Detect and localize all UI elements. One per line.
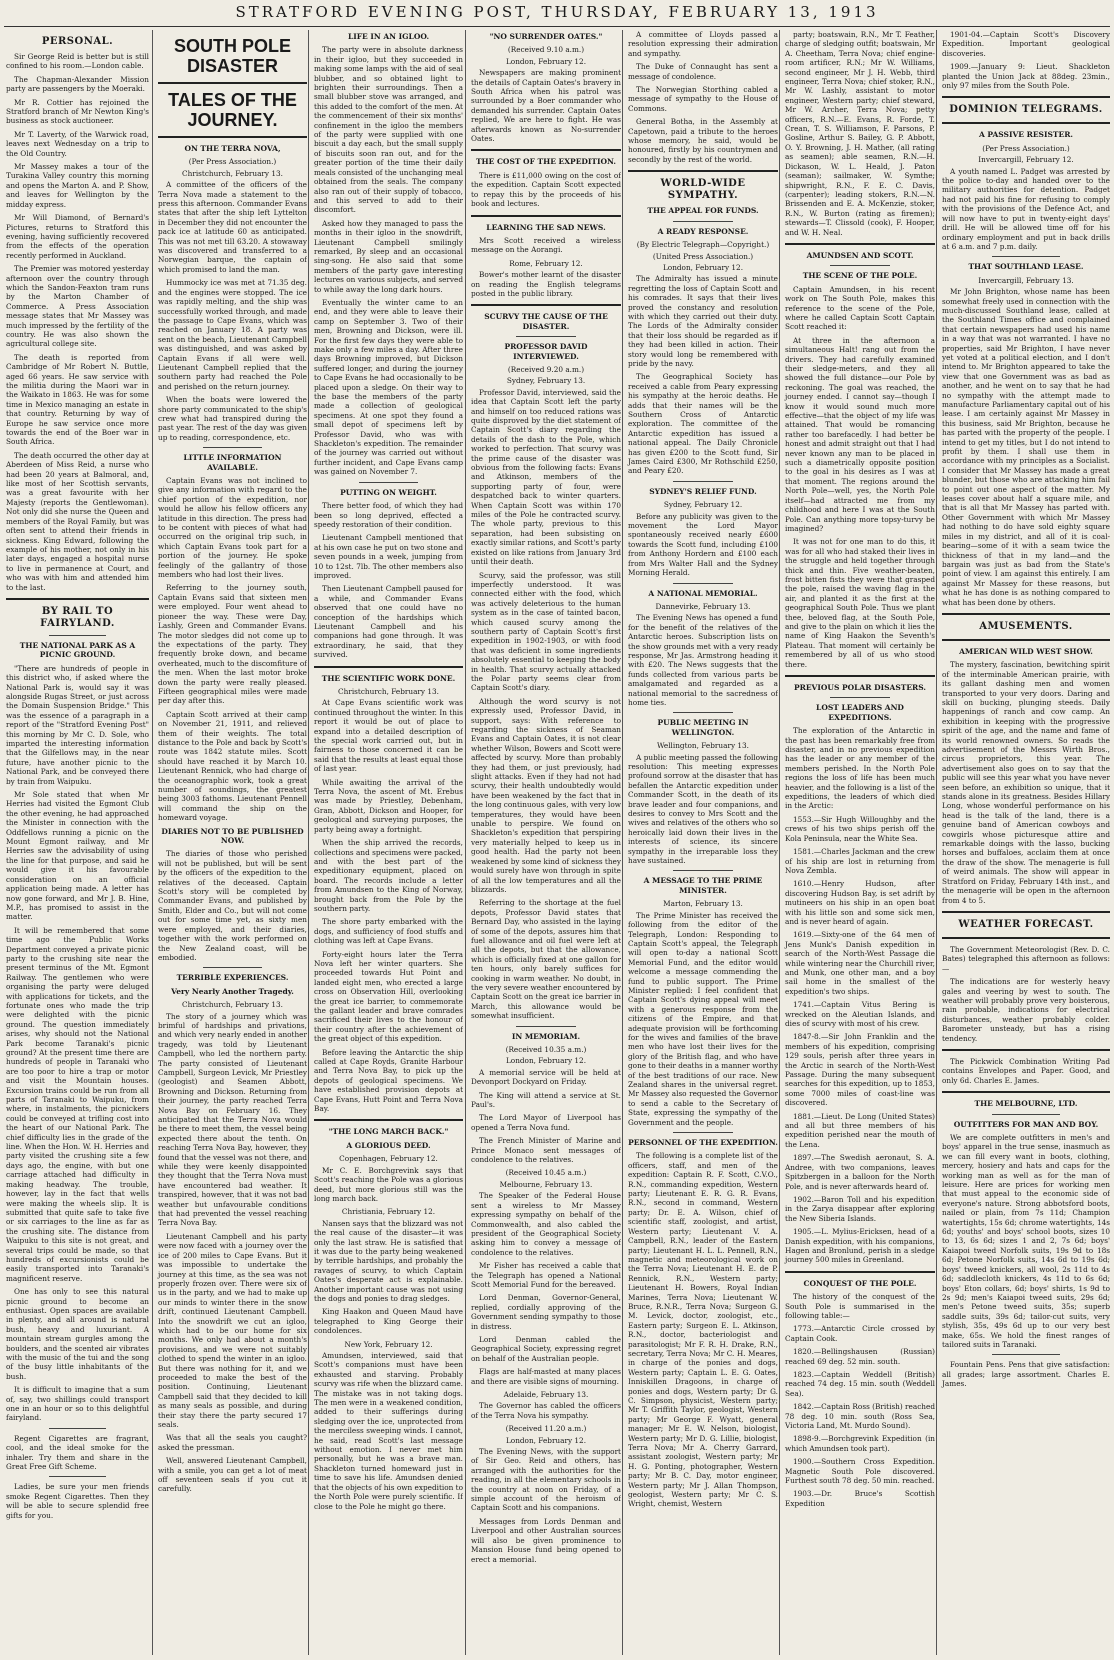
dateline: Rome, February 12. bbox=[509, 258, 583, 268]
column-3 bbox=[308, 30, 463, 1655]
subheading: LOST LEADERS AND EXPEDITIONS. bbox=[816, 703, 904, 722]
column-1 bbox=[6, 30, 149, 1655]
paragraph: King Haakon and Queen Maud have telegraphed to King George their condolences. bbox=[314, 1307, 463, 1336]
subheading: THE APPEAL FOR FUNDS. bbox=[647, 206, 759, 216]
paragraph: The death occurred the other day at Aberdeen of Miss Reid, a nurse who had been 20 years at Balmoral, and, like most of her Scottish servants, was a great favourite with her Majesty (reports the Gentlewoman). Not only did she nurse the Queen and members of the Royal Family, but was often sent to attend their friends in sickness. King Edward, following the example of his mother, not only in his later days, engaged a hospital nurse to live in permanence at Court, and who was with him and attended him to the last. bbox=[6, 450, 149, 592]
paragraph: The French Minister of Marine and Prince Monaco sent messages of condolence to the relatives. bbox=[471, 1136, 621, 1165]
paragraph: The Norwegian Storthing cabled a message of sympathy to the House of Commons. bbox=[628, 85, 778, 113]
paragraph: 1823.—Captain Weddell (British) reached 74 deg. 15 min. south (Weddell Sea). bbox=[785, 1370, 935, 1398]
dateline: Christchurch, February 13. bbox=[338, 687, 439, 696]
paragraph: Regent Cigarettes are fragrant, cool, and the ideal smoke for the inhaler. Try them and share in the Great Free Gift Scheme. bbox=[6, 1433, 149, 1472]
paragraph: One has only to see this natural picnic ground to become an enthusiast. Open spaces are available in plenty, and all around is natural bush, heavy and luxuriant. A mountain stream gurgles among the boulders, and the scented air vibrates with the music of the tui and the song of the busy little inhabitants of the bush. bbox=[6, 1287, 149, 1381]
paragraph: Mr Will Diamond, of Bernard's Pictures, returns to Stratford this evening, having sufficiently recovered from the effects of the operation recently performed in Auckland. bbox=[6, 213, 149, 260]
paragraph: Lord Denman, Governor-General, replied, cordially approving of the Government sending sympathy to those in distress. bbox=[471, 1293, 621, 1331]
paragraph: party; boatswain, R.N., Mr T. Feather, charge of sledging outfit; boatswain, Mr A. Cheetham, Terra Nova; chief engine-room artificer, R.N.; Mr W. Williams, second engineer, Mr J. H. Webb, third engineer, Terra Nova; chief stoker, R.N., Mr W. Lashly, assistant to motor engineer, Western party; chief steward, Mr W. Archer, Terra Nova; petty officers, R.N.—E. Evans, R. Forde, T. Crean, T. S. Williamson, F. Parsons, P. Gosline, Arthur S. Bailey, G. P. Abbott, O. Y. Browning, J. H. Mather, (all rating as seamen); able seamen, R.N.—H. Dickason, W. L. Heald, J. Paton (seaman); sailmaker, W. Symthe; shipwright, R.N., F. E. C. Davis, (carpenter); leading stokers, R.N.—N. Brissenden and E. A. McKenzie, stoker, R.N., W. Burton (rating as firemen); stewards—T. Clissold (cook), F. Hooper, and W. H. Neal. bbox=[785, 30, 935, 237]
subheading: LEARNING THE SAD NEWS. bbox=[486, 222, 606, 232]
paragraph: 1773.—Antarctic Circle crossed by Captain Cook. bbox=[785, 1324, 935, 1343]
subheading: THE COST OF THE EXPEDITION. bbox=[475, 157, 617, 167]
dateline: London, February 12. bbox=[505, 1435, 587, 1445]
paragraph: Was that all the seals you caught? asked the pressman. bbox=[158, 1433, 307, 1452]
paragraph: Eventually the winter came to an end, and they were able to leave their camp on September 3. Two of their men, Browning and Dickson, were ill. For the first few days they were able to make only a few miles a day. After three days Browning improved, but Dickson suffered longer, and during the journey to Cape Evans he had occasionally to be placed upon a sledge. On their way to the base the members of the party made a collection of geological specimens. At one spot they found a small depot of specimens left by Professor David, who was with Shackleton's expedition. The remainder of the journey was carried out without further incident, and Cape Evans camp was gained on November 7. bbox=[314, 297, 463, 477]
short-rule bbox=[673, 583, 733, 584]
paragraph: Although the word scurvy is not expressly used, Professor David, in support, says: With reference to regarding the sickness of Seaman Evans and Captain Oates, it is not clear whether Wilson, Bowers and Scott were affected by scurvy. More than probably they had them, or just previously, had slight attacks. Even if they had not had scurvy, their health undoubtedly would have been weakened by the fact that in the long continuous gales, with very low temperatures, they would have been unable to perspire. We found on Shackleton's expedition that perspiring very materially helped to keep us in good health. Had the party not been weakened by some kind of sickness they would surely have won through in spite of all the low temperatures and all the blizzards. bbox=[471, 696, 621, 894]
paragraph: The Pickwick Combination Writing Pad contains Envelopes and Paper. Good, and only 6d. Charles E. James. bbox=[942, 1056, 1110, 1085]
subheading: THE MELBOURNE, LTD. bbox=[974, 1099, 1078, 1109]
column-4 bbox=[465, 30, 621, 1655]
short-rule bbox=[992, 256, 1059, 257]
paragraph: It was not for one man to do this, it was for all who had staked their lives in the struggle and held together through thick and thin. Five weather-beaten, frost bitten fists they were that grasped the pole, raised the waving flag in the air, and planted it as the first at the geographical South Pole. Thus we plant thee, beloved flag, at the South Pole, and give to the plain on which it lies the name of King Haakon the Seventh's Plateau. That moment will certainly be remembered by all of us who stood there. bbox=[785, 537, 935, 669]
headline: PERSONAL. bbox=[41, 36, 114, 47]
short-rule bbox=[516, 336, 576, 337]
paragraph: The Lord Mayor of Liverpool has opened a Terra Nova fund. bbox=[471, 1113, 621, 1132]
subheading: THE SCENE OF THE POLE. bbox=[802, 271, 918, 281]
paragraph: We are complete outfitters in men's and boys' apparel in the true sense, inasmuch as we can fill every want in boots, clothing, mercery, hosiery and hats and caps for the working man as well as for the man of leisure. Here are prices for working men that must appeal to the economic side of everyone's nature. Strong abbotsford boots, nailed or plain, from 7s 11d; Champion watertights, 15s 6d; chrome watertights, 14s 6d; youths' and boys' school boots, sizes 10 to 13, 6s 6d; sizes 1 and 2, 7s 6d; boys' Kaiapoi tweed Norfolk suits, 19s 9d to 18s 6d; Petone Norfolk suits, 14s 6d to 19s 6d; boys' tweed knickers, all wool, 2s 11d to 4s 6d; saddlecloth knickers, 4s 11d to 6s 6d; boys' Eton collars, 6d; boys' shirts, 1s 9d to 2s 9d; men's Kaiapoi tweed suits, 29s 6d; men's Petone tweed suits, 35s; superb saddle suits, 39s 6d; tailor-cut suits, very stylish, 35s, 49s 6d up to our very best make, 65s. We hold the finest ranges of tailored suits in Taranaki. bbox=[942, 1133, 1110, 1349]
subheading: PROFESSOR DAVID INTERVIEWED. bbox=[504, 342, 588, 361]
paragraph: 1902.—Baron Toll and his expedition in the Zarya disappear after exploring the New Siberia Islands. bbox=[785, 1194, 935, 1223]
short-rule bbox=[49, 1476, 106, 1477]
paragraph: The Chapman-Alexander Mission party are passengers by the Moeraki. bbox=[6, 74, 149, 94]
short-rule bbox=[673, 1132, 733, 1133]
paragraph: Referring to the journey south, Captain Evans said that sixteen men were employed. Four went ahead to pioneer the way. These were Day, Lashly, Green and Commander Evans. The motor sledges did not come up to the expectations of the party. They frequently broke down, and became overheated, much to the discomfiture of the men. When the last motor broke down the party were really pleased. Fifteen geographical miles were made per day after this. bbox=[158, 583, 307, 706]
paragraph: 1897.—The Swedish aeronaut, S. A. Andree, with two companions, leaves Spitzbergen in a balloon for the North Pole, and is never afterwards heard of. bbox=[785, 1153, 935, 1191]
dateline: (Per Press Association.) bbox=[982, 143, 1070, 153]
paragraph: A committee of Lloyds passed a resolution expressing their admiration and sympathy. bbox=[628, 30, 778, 58]
short-rule bbox=[673, 481, 733, 482]
paragraph: At Cape Evans scientific work was continued throughout the winter. In this report it would be out of place to expand into a detailed description of the special work carried out, but in fairness to those concerned it can be said that the results at least equal those of last year. bbox=[314, 698, 463, 774]
paragraph: General Botha, in the Assembly at Capetown, paid a tribute to the heroes whose memory, he said, would be honoured, firstly by his countrymen and secondly by the rest of the world. bbox=[628, 117, 778, 164]
wide-rule bbox=[785, 243, 935, 245]
paragraph: Well, answered Lieutenant Campbell, with a smile, you can get a lot of meat off seventeen seals if you cut it carefully. bbox=[158, 1456, 307, 1494]
paragraph: Lieutenant Campbell and his party were now faced with a journey over the ice of 200 miles to Cape Evans. But it was impossible to undertake the journey at this time, as the sea was not properly frozen over. There were six of us in the party, and we had to make up our minds to winter there in the snow drift, continued Lieutenant Campbell. Into the snowdrift we cut an igloo, which had to be our home for six months. We only had about a month's provisions, and we were not suitably clothed to spend the winter in an igloo. But there was nothing for it, and we proceeded to make the best of the position. Continuing, Lieutenant Campbell said that they decided to kill as many seals as possible, and during their stay there the party secured 17 seals. bbox=[158, 1231, 307, 1429]
subheading: LIFE IN AN IGLOO. bbox=[347, 32, 430, 41]
wide-rule bbox=[942, 122, 1110, 124]
paragraph: When the ship arrived the records, collections and specimens were packed, and with the best part of the expeditionary equipment, placed on board. The records include a letter from Amundsen to the King of Norway, brought back from the Pole by the southern party. bbox=[314, 838, 463, 913]
banner-headline: SOUTH POLE DISASTER bbox=[173, 36, 291, 76]
paragraph: The exploration of the Antarctic in the past has been remarkably free from disaster, and in no previous expedition has the leader or any member of the members perished. In the North Pole regions the loss of life has been much heavier, and the following is a list of the expeditions, the leaders of which died in the Arctic: bbox=[785, 726, 935, 811]
dateline: Sydney, February 13. bbox=[506, 376, 586, 386]
paragraph: 1553.—Sir Hugh Willoughby and the crews of his two ships perish off the Kola Peninsula, near the White Sea. bbox=[785, 814, 935, 843]
paragraph: A committee of the officers of the Terra Nova made a statement to the press this afternoon. Commander Evans states that after the ship left Lyttelton in December they did not encounter the pack ice at latitude 60 as anticipated. This was not met till 63.20. A stowaway was discovered and transferred to a Norwegian barque, the captain of which promised to land the man. bbox=[158, 180, 307, 274]
paragraph: Mr Fisher has received a cable that the Telegraph has opened a National Scott Memorial Fund for the bereaved. bbox=[471, 1261, 621, 1289]
dateline: London, February 12. bbox=[505, 1056, 587, 1066]
paragraph: The Governor has cabled the officers of the Terra Nova his sympathy. bbox=[471, 1401, 621, 1420]
paragraph: Sir George Reid is better but is still confined to his room.—London cable. bbox=[6, 52, 149, 71]
subheading: IN MEMORIAM. bbox=[511, 1031, 581, 1041]
wide-rule bbox=[471, 149, 621, 151]
dateline: Wellington, February 13. bbox=[657, 741, 749, 751]
dateline: Melbourne, February 13. bbox=[499, 1179, 593, 1189]
paragraph: The Speaker of the Federal House sent a wireless to Mr Massey expressing sympathy on behalf of the Commonwealth, and also cabled the president of the Geographical Society asking him to convey a message of condolence to the relatives. bbox=[471, 1191, 621, 1257]
short-rule bbox=[673, 870, 733, 871]
paragraph: Scurvy, said the professor, was still imperfectly understood. It was connected either with the food, which was actively deleterious to the human system as in the case of tainted bacon, which caused scurvy among the southern party of Captain Scott's first expedition in 1902-1903, or with food that was deficient in some ingredients absolutely essential to keeping the body in health. That scurvy actually attacked the Polar party seems clear from Captain Scott's diary. bbox=[471, 570, 621, 693]
paragraph: Captain Amundsen, in his recent work on The South Pole, makes this reference to the scene of the Pole, where he called Captain Scott Captain Scott reached it: bbox=[785, 284, 935, 332]
dateline: (Received 9.10 a.m.) bbox=[507, 45, 585, 55]
paragraph: The story of a journey which was brimful of hardships and privations, and which very nearly ended in another tragedy, was told by Lieutenant Campbell, who led the northern party. The party consisted of Lieutenant Campbell, Surgeon Levick, Mr Priestley (geologist) and Seamen Abbott, Browning and Dickson. Returning from their journey, the party reached Terra Nova Bay on February 16. They anticipated that the Terra Nova would be there to meet them, the vessel being expected there about the tenth. On reaching Terra Nova Bay, however, they found that the vessel was not there, and while they were keenly disappointed they thought that the Terra Nova must have encountered bad weather. It transpired, however, that it was not bad weather but unfavourable conditions that had prevented the vessel reaching Terra Nova Bay. bbox=[158, 1011, 307, 1228]
dateline: (Received 10.45 a.m.) bbox=[505, 1168, 587, 1178]
paragraph: 1900.—Southern Cross Expedition. Magnetic South Pole discovered. Furthest south 78 deg. 50 min. reached. bbox=[785, 1457, 935, 1486]
headline: WORLD-WIDE SYMPATHY. bbox=[660, 178, 746, 202]
paragraph: Bower's mother learnt of the disaster on reading the English telegrams posted in the public library. bbox=[471, 270, 621, 298]
paragraph: Before any publicity was given to the movement the Lord Mayor spontaneously received nearly £600 towards the Scott fund, including £100 from Anthony Hordern and £100 each from Mrs Walter Hall and the Sydney Morning Herald. bbox=[628, 511, 778, 578]
paragraph: Captain Evans was not inclined to give any information with regard to the chief portion of the expedition, nor would he allow his fellow officers any latitude in this direction. The press had to be content with pieces of what had occurred on the original trip such, in which Captain Evans took part for a portion of the journey. He spoke feelingly of the gallantry of those members who had lost their lives. bbox=[158, 476, 307, 580]
paragraph: Mr Sole stated that when Mr Herries had visited the Egmont Club the other evening, he had approached the Minister in connection with the Oddfellows running a picnic on the Mount Egmont railway, and Mr Herries saw the advisability of using the line for that purpose, and said he would give it his favourable consideration on an official application being made. A letter has now gone forward, and Mr J. B. Hine, M.P., has promised to assist in the matter. bbox=[6, 790, 149, 922]
paragraph: Mrs Scott received a wireless message on the Aorangi. bbox=[471, 235, 621, 255]
dateline: Adelaide, February 13. bbox=[503, 1390, 589, 1399]
paragraph: Mr R. Cottier has rejoined the Stratford branch of Mr Newton King's business as stock auctioneer. bbox=[6, 97, 149, 126]
dateline: Marton, February 13. bbox=[663, 899, 743, 909]
paragraph: There is £11,000 owing on the cost of the expedition. Captain Scott expected to repay this by the proceeds of his book and lectures. bbox=[471, 170, 621, 209]
dateline: New York, February 12. bbox=[344, 1339, 433, 1349]
subheading: Very Nearly Another Tragedy. bbox=[171, 986, 294, 996]
short-rule bbox=[359, 482, 419, 483]
short-rule bbox=[830, 265, 890, 266]
dateline: Invercargill, February 13. bbox=[978, 275, 1074, 285]
subheading: "THE LONG MARCH BACK." bbox=[328, 1127, 449, 1137]
paragraph: 1847-8.—Sir John Franklin and the members of his expedition, comprising 129 souls, perish after three years in the Arctic in search of the North-West Passage. During the many subsequent searches for this expedition, up to 1853, some 7000 miles of coast-line was discovered. bbox=[785, 1032, 935, 1108]
wide-rule bbox=[942, 613, 1110, 615]
paragraph: The diaries of those who perished will not be published, but will be sent by the officers of the expedition to the relatives of the deceased. Captain Scott's story will be completed by Commander Evans, and published by Smith, Elder and Co., but will not come out for some time yet, as sixty men were employed, and their diaries, together with the work performed on the New Zealand coast, will be embodied. bbox=[158, 849, 307, 962]
short-rule bbox=[673, 712, 733, 713]
headline: AMUSEMENTS. bbox=[979, 620, 1073, 632]
paragraph: The mystery, fascination, bewitching spirit of the interminable American prairie, with its gallant dashing men and women transported to your very doors. Daring and skill on bucking, plunging steeds. Daily happenings of ranch and cow camp. An exhibition in keeping with the progressive spirit of the age, and the name and fame of its world renowned owners. So reads the advertisement of the Messrs Wirth Bros., circus proprietors, this year. The advertisement also goes on to say that the public will see this year what you have never seen before, an exhibition so unique, that it stands alone in its greatness. Besides Hillary Long, whose wonderful performance on his head is the talk of the land, there is a genuine band of American cowboys and cowgirls whose picturesque attire and remarkable doings with the lasso, bucking horses and buffaloes, acclaim them at once the draw of the show. The menagerie is full of weird animals. The show will appear in Stratford on Friday, February 14th inst., and the menagerie will be open in the afternoon from 4 to 5. bbox=[942, 660, 1110, 905]
dateline: Invercargill, February 12. bbox=[978, 155, 1074, 165]
paragraph: 1909.—January 9: Lieut. Shackleton planted the Union Jack at 88deg. 23min., only 97 miles from the South Pole. bbox=[942, 62, 1110, 91]
paragraph: Forty-eight hours later the Terra Nova left her winter quarters. She proceeded towards Hut Point and landed eight men, who erected a large cross on Observation Hill, overlooking the great ice barrier, to commemorate the gallant leader and brave comrades sacrificed their lives to the honour of their country after the achievement of the great object of this expedition. bbox=[314, 949, 463, 1044]
paragraph: The death is reported from Cambridge of Mr Robert N. Buttle, aged 66 years. He saw service with the militia during the Maori war in the Waikato in 1863. He was for some time in Mexico managing an estate in that country. Returning by way of Europe he saw service once more towards the end of the Boer war in South Africa. bbox=[6, 352, 149, 447]
paragraph: Fountain Pens. Pens that give satisfaction: all grades; large assortment. Charles E. James. bbox=[942, 1360, 1110, 1389]
paragraph: Nansen says that the blizzard was not the real cause of the disaster—it was only the last straw. He is satisfied that it was due to the party being weakened by terrible hardships, and probably the ravages of scurvy, to which Captain Oates's desperate act is explainable. Another important cause was not using the dogs and ponies to drag sledges. bbox=[314, 1218, 463, 1303]
paragraph: The following is a complete list of the officers, staff, and men of the expedition: Captain R. F. Scott, C.V.O., R.N., commanding expedition, Western party; Lieutenant E. R. G. R. Evans, R.N., second in command, Western party; Dr. E. A. Wilson, chief of scientific staff, zoologist, and artist, Western party; Lieutenant V. A. Campbell, R.N., leader of the Eastern party; Lieutenant H. L. L. Pennell, R.N., magnetic and meteorological work on the Terra Nova; Lieutenant H. E. de P. Rennick, R.N., Western party; Lieutenant H. Bowers, Royal Indian Marines, Terra Nova; Lieutenant W. Bruce, R.N.R., Terra Nova; Surgeon G. M. Levick, doctor, zoologist, etc., Eastern party; Surgeon E. L. Atkinson, R.N., doctor, bacteriologist and parasitologist; Mr F. R. H. Drake, R.N., secretary, Terra Nova; Mr C. H. Meares, in charge of the ponies and dogs, Western party; Captain L. E. G. Oates, Inniskillen Dragoons, in charge of ponies and dogs, Western party; Dr G. C. Simpson, physicist, Western party; Mr T. Griffith Taylor, geologist, Western party; Mr George F. Wyatt, general manager; Mr E. W. Nelson, biologist, Western party; Mr D. G. Lillie, biologist, Terra Nova; Mr A. Cherry Garrard, assistant zoologist, Western party; Mr H. G. Ponting, photographer, Western party; Mr B. C. Day, motor engineer, Western party; Mr J. Allan Thompson, geologist, Western party; Mr C. S. Wright, chemist, Western bbox=[628, 1151, 778, 1509]
paragraph: A youth named L. Padget was arrested by the police to-day and handed over to the military authorities for detention. Padget had not paid his fine for refusing to comply with the provisions of the Defence Act, and will now have to put in twenty-eight days' drill. He will be allowed time off for his ordinary employment and put in back drills at 6 a.m. and 7 p.m. daily. bbox=[942, 166, 1110, 251]
paragraph: 1581.—Charles Jackman and the crew of his ship are lost in returning from Nova Zembla. bbox=[785, 847, 935, 875]
paragraph: The Geographical Society has received a cable from Peary expressing his sympathy at the heroic deaths. He adds that their names will be the Southern Cross of Antarctic exploration. The committee of the Antarctic expedition has issued a national appeal. The Daily Chronicle has given £200 to the Scott fund, Sir James Caird £300, Mr Rothschild £250, and Peary £20. bbox=[628, 372, 778, 476]
wide-rule bbox=[158, 136, 307, 138]
short-rule bbox=[49, 1428, 106, 1429]
paragraph: Mr John Brighton, whose name has been somewhat freely used in connection with the much-discussed Southland lease, called at the Southland Times office and complained that certain newspapers had used his name in a way that was not warranted. I have no properties, said Mr Brighton, I have never yet voted at a political election, and I don't intend to. Mr Brighton appeared to take the view that one Government was as bad as another, and he went on to say that he had no sympathy with the attempt made to manufacture Parliamentary capital out of his lease. I am certainly against Mr Massey in this business, said Mr Brighton, because he has parted with the property of the people. I intend to get my titles, but I do not intend to profit by them. I shall use them in accordance with my principles as a Socialist. I consider that Mr Massey has made a great blunder, but those who are attacking him fail to point out one aspect of the matter. My leases cover about half a square mile, and that is all that Mr Massey has parted with. Other Government with which Mr Massey had nothing to do have sold eighty square miles in my district, and all of it is coal-bearing—some of it with a seam twice the thickness of that in my land—and the bargain was just as bad from the State's point of view. I am against this entirely. I am against Mr Massey for these reasons, but what he has done is as nothing compared to what has been done by others. bbox=[942, 287, 1110, 607]
paragraph: The indications are for westerly heavy gales and veering by west to south. The weather will probably prove very boisterous, rain probable, indications for electrical disturbances, weather probably colder. Barometer unsteady, but has a rising tendency. bbox=[942, 977, 1110, 1043]
wide-rule bbox=[628, 170, 778, 172]
banner-headline: TALES OF THE JOURNEY. bbox=[168, 90, 297, 130]
subheading: SCURVY THE CAUSE OF THE DISASTER. bbox=[484, 312, 608, 331]
column-5 bbox=[622, 30, 778, 1655]
dateline: Dannevirke, February 13. bbox=[655, 601, 751, 611]
short-rule bbox=[49, 635, 106, 636]
paragraph: The shore party embarked with the dogs, and sufficiency of food stuffs and clothing was left at Cape Evans. bbox=[314, 917, 463, 946]
subheading: PUTTING ON WEIGHT. bbox=[340, 487, 437, 497]
paragraph: Mr Massey makes a tour of the Turakina Valley country this morning and opens the Marton A. and P. Show, and leaves for Wellington by the midday express. bbox=[6, 162, 149, 209]
paragraph: Ladies, be sure your men friends smoke Regent Cigarettes. Then they will be able to secure splendid free gifts for you. bbox=[6, 1482, 149, 1520]
masthead-rule bbox=[4, 26, 1110, 27]
short-rule bbox=[516, 1026, 576, 1027]
paragraph: 1903.—Dr. Bruce's Scottish Expedition bbox=[785, 1489, 935, 1508]
paragraph: 1842.—Captain Ross (British) reached 78 deg. 10 min. south (Ross Sea, Victoria Land, Mt. Murdo Sound). bbox=[785, 1402, 935, 1431]
paragraph: 1898-9.—Borchgrevink Expedition (in which Amundsen took part). bbox=[785, 1434, 935, 1453]
paragraph: The King will attend a service at St. Paul's. bbox=[471, 1090, 621, 1110]
dateline: Copenhagen, February 12. bbox=[339, 1154, 438, 1164]
headline: BY RAIL TO FAIRYLAND. bbox=[40, 605, 115, 629]
paragraph: Lord Denman cabled the Geographical Society, expressing regret on behalf of the Australian people. bbox=[471, 1334, 621, 1363]
subheading: LITTLE INFORMATION AVAILABLE. bbox=[183, 453, 282, 472]
paragraph: It will be remembered that some time ago the Public Works Department conveyed a private picnic party to the crushing site near the present terminus of the Mt. Egmont Railway. The gentlemen who were organising the party were deluged with applications for tickets, and the fortunate ones who made the trip were delighted with the picnic ground. The question immediately arises, why should not the National Park become Taranaki's picnic ground? At the present time there are hundreds of people in Taranaki who are too poor to hire a trap or motor and visit the Mountain houses. Excursion trains could be run from all parts of Taranaki to Waipuku, from where, in instalments, the picnickers could be conveyed at trifling cost into the heart of our National Park. The chief difficulty lies in the grade of the line. When the Hon. W. H. Herries and party visited the crushing site a few days ago, the engine, with but one carriage attached had difficulty in making headway. The trouble, however, lay in the fact that wells were making the wheels slip. It is submitted that quite safe to take five or six carriages to the line as far as the crushing site. The distance from Waipuku to this site is not great, and several trips could be made, so that hundreds of excursionists could be easily transported into Taranaki's magnificent reserve. bbox=[6, 925, 149, 1283]
short-rule bbox=[673, 221, 733, 222]
subheading: PREVIOUS POLAR DISASTERS. bbox=[793, 683, 927, 692]
wide-rule bbox=[942, 639, 1110, 641]
paragraph: Newspapers are making prominent the details of Captain Oates's bravery in South Africa when his patrol was surrounded by a Boer commander who demanded his surrender. Captain Oates replied, We are here to fight. He was afterwards known as No-surrender Oates. bbox=[471, 68, 621, 144]
short-rule bbox=[992, 1354, 1059, 1355]
subheading: PUBLIC MEETING IN WELLINGTON. bbox=[657, 718, 749, 737]
paragraph: It is difficult to imagine that a sum of, say, two shillings could transport one in an hour or so to this delightful fairyland. bbox=[6, 1385, 149, 1423]
short-rule bbox=[830, 697, 890, 698]
subheading: A GLORIOUS DEED. bbox=[346, 1140, 431, 1150]
paragraph: There better food, of which they had been so long deprived, effected a speedy restoration of their condition. bbox=[314, 501, 463, 529]
paragraph: The Premier was motored yesterday afternoon over the country through which the Sandon-Feaxton tram runs by the Marton Chamber of Commerce. A Press Association message states that Mr Massey was much impressed by the fertility of the country. He was also shown the agricultural college site. bbox=[6, 264, 149, 349]
paragraph: At three in the afternoon a simultaneous Halt! rang out from the drivers. They had carefully examined their sledge-meters, and they all showed the full distance—our Pole by reckoning. The goal was reached, the journey ended. I cannot say—though I know it would sound much more effective—that the object of my life was attained. That would be romancing rather too barefacedly. I had better be honest and admit straight out that I had never known any man to be placed in such a diametrically opposite position to the goal in his desires as I was at that moment. The regions around the North Pole—well, yes, the North Pole itself—had attracted me from my childhood and here I was at the South Pole. Can anything more topsy-turvy be imagined? bbox=[785, 335, 935, 533]
paragraph: Before leaving the Antarctic the ship called at Cape Royds, Granite Harbour and Terra Nova Bay, to pick up the depots of geological specimens. We have established provision depots at Cape Evans, Hutt Point and Terra Nova Bay. bbox=[314, 1047, 463, 1114]
paragraph: Professor David, interviewed, said the idea that Captain Scott left the party and himself on too reduced rations was quite disproved by the diet statement of Captain Scott's diary regarding the details of the dash to the Pole, which worked to perfection. That scurvy was the prime cause of the disaster was obvious from the following facts: Evans and Atkinson, members of the supporting party of four, were despatched back to winter quarters. When Captain Scott was within 170 miles of the Pole he contracted scurvy. The whole party, previous to this separation, had been subsisting on exactly similar rations, and Scott's party existed on like rations from January 3rd until their death. bbox=[471, 387, 621, 567]
subheading: PERSONNEL OF THE EXPEDITION. bbox=[628, 1138, 778, 1148]
wide-rule bbox=[471, 304, 621, 306]
dateline: (By Electric Telegraph—Copyright.) bbox=[636, 240, 770, 250]
paragraph: The Prime Minister has received the following from the editor of the Telegraph, London: Responding to Captain Scott's appeal, the Telegraph will open to-day a national Scott Memorial Fund, and the editor would welcome a message commending the fund to public support. The Prime Minister replied: I feel confident that Captain Scott's dying appeal will meet with a generous response from the citizens of the Empire, and that adequate provision will be forthcoming for the wives and families of the brave men who have lost their lives for the glory of the British flag, and who have gone to their deaths in a manner worthy of the best traditions of our race. New Zealand shares in the universal regret. Mr Massey also requested the Governor to send a cable to the Secretary of State, expressing the sympathy of the Government and the people. bbox=[628, 910, 778, 1127]
paragraph: 1610.—Henry Hudson, after discovering Hudson Bay, is set adrift by mutineers on his ship in an open boat with his little son and some sick men, and is never heard of again. bbox=[785, 879, 935, 926]
wide-rule bbox=[942, 937, 1110, 939]
paragraph: 1905.—L. Mylius-Ericksen, head of a Danish expedition, with his companions, Hagen and Bronlund, perish in a sledge journey 500 miles in Greenland. bbox=[785, 1227, 935, 1265]
masthead: STRATFORD EVENING POST, THURSDAY, FEBRUARY 13, 1913 bbox=[235, 3, 879, 21]
paragraph: Messages from Lords Denman and Liverpool and other Australian sources will also be given prominence to Mansion House fund being opened to erect a memorial. bbox=[471, 1516, 621, 1564]
wide-rule bbox=[942, 96, 1110, 98]
paragraph: A memorial service will be held at Devonport Dockyard on Friday. bbox=[471, 1067, 621, 1087]
dateline: Christiania, February 12. bbox=[341, 1207, 436, 1217]
subheading: A READY RESPONSE. bbox=[657, 226, 749, 236]
short-rule bbox=[203, 447, 263, 448]
subheading: CONQUEST OF THE POLE. bbox=[803, 1278, 917, 1288]
paragraph: Asked how they managed to pass the months in their igloo in the snowdrift, Lieutenant Campbell smilingly remarked, By sleep and an occasional sing-song. He also said that some members of the party gave interesting lectures on various subjects, and served to while away the long dark hours. bbox=[314, 218, 463, 294]
wide-rule bbox=[785, 1271, 935, 1273]
headline: DOMINION TELEGRAMS. bbox=[949, 104, 1103, 116]
dateline: Christchurch, February 13. bbox=[182, 1000, 283, 1010]
dateline: London, February 12. bbox=[662, 262, 744, 272]
wide-rule bbox=[942, 1091, 1110, 1093]
dateline: Christchurch, February 13. bbox=[182, 168, 283, 178]
column-6 bbox=[779, 30, 935, 1655]
paragraph: Lieutenant Campbell mentioned that at his own case he put on two stone and seven pounds in a week, jumping from 10 to 12st. 7lb. The other members also improved. bbox=[314, 533, 463, 580]
paragraph: 1619.—Sixty-one of the 64 men of Jens Munk's Danish expedition in search of the North-West Passage die while wintering near the Churchill river, and Munk, one other man, and a boy sail home in the smallest of the expedition's two ships. bbox=[785, 930, 935, 996]
subheading: A MESSAGE TO THE PRIME MINISTER. bbox=[643, 876, 763, 895]
paragraph: Captain Scott arrived at their camp on November 21, 1911, and relieved them of their weights. The total distance to the Pole and back by Scott's route was 1842 statute miles. Scott should have reached it by March 10. Lieutenant Rennick, who had charge of the oceanographic work, took a great number of soundings, the greatest being 3003 fathoms. Lieutenant Pennell will command the ship on the homeward voyage. bbox=[158, 709, 307, 823]
subheading: AMUNDSEN AND SCOTT. bbox=[806, 250, 914, 260]
column-2 bbox=[152, 30, 307, 1655]
subheading: THE SCIENTIFIC WORK DONE. bbox=[321, 673, 456, 683]
paragraph: The Admiralty has issued a minute regretting the loss of Captain Scott and his comrades. It says that their lives proved the constancy and resolution with which they carried out their duty. The Lords of the Admiralty consider that their loss should be regarded as if they had been killed in action. Their story would long be remembered with pride by the navy. bbox=[628, 274, 778, 368]
wide-rule bbox=[942, 911, 1110, 913]
subheading: DIARIES NOT TO BE PUBLISHED NOW. bbox=[161, 826, 304, 846]
wide-rule bbox=[785, 675, 935, 677]
paragraph: The Evening News, with the support of Sir Geo. Reid and others, has arranged with the authorities for the reading, in all the elementary schools in the country at noon on Friday, of a simple account of the heroism of Captain Scott and his companions. bbox=[471, 1447, 621, 1513]
dateline: (Received 10.35 a.m.) bbox=[505, 1045, 587, 1054]
paragraph: A public meeting passed the following resolution: This meeting expresses profound sorrow at the disaster that has befallen the Antarctic expedition under Commander Scott, in the death of its brave leader and four companions, and desires to convey to Mrs Scott and the wives and relatives of the others who so heroically laid down their lives in the interests of science, its sincere sympathy in the irreparable loss they have sustained. bbox=[628, 752, 778, 866]
paragraph: 1881.—Lieut. De Long (United States) and all but three members of his expedition perished near the mouth of the Lena. bbox=[785, 1111, 935, 1149]
paragraph: 1741.—Captain Vitus Bering is wrecked on the Aleutian Islands, and dies of scurvy with most of his crew. bbox=[785, 1000, 935, 1028]
subheading: THAT SOUTHLAND LEASE. bbox=[968, 262, 1084, 272]
headline: WEATHER FORECAST. bbox=[958, 918, 1094, 930]
paragraph: Amundsen, interviewed, said that Scott's companions must have been exhausted and starving. Probably scurvy was rife when the blizzard came. The mistake was in not taking dogs. The men were in a weakened condition, added to their sufferings during sledging over the ice, unprotected from the merciless sweeping winds. I cannot, he said, read Scott's last message without emotion. I never met him personally, but he was a brave man. Shackleton turned homeward just in time to save his life. Amundsen denied that the objects of his own expedition to the North Pole were purely scientific. If close to the Pole he might go there. bbox=[314, 1351, 463, 1511]
dateline: (Per Press Association.) bbox=[188, 157, 277, 167]
wide-rule bbox=[471, 215, 621, 217]
paragraph: Hummocky ice was met at 71.35 deg. and the engines were stopped. The ice was rapidly melting, and the ship was successfully worked through, and made the passage to Cape Evans, which was reached on January 18. A party was sent on the beach, Lieutenant Campbell was distinguished, and was asked by Captain Evans if all were well. Lieutenant Campbell replied that the southern party had reached the Pole and perished on the return journey. bbox=[158, 278, 307, 391]
paragraph: Mr T. Laverty, of the Warwick road, leaves next Wednesday on a trip to the Old Country. bbox=[6, 129, 149, 158]
paragraph: Flags are half-masted at many places and there are visible signs of mourning. bbox=[471, 1367, 621, 1386]
paragraph: Referring to the shortage at the fuel depots, Professor David states that Bernard Day, who assisted in the laying of some of the depots, assures him that fuel allowance and oil fuel were left at all the depots, but that the allowance, which is officially fixed at one gallon for ten hours, only barely suffices for cooking in warm weather. No doubt, in the very severe weather encountered by Captain Scott on the great ice barrier in March, this allowance would be somewhat insufficient. bbox=[471, 898, 621, 1021]
dateline: Sydney, February 12. bbox=[663, 500, 743, 510]
paragraph: Mr C. E. Borchgrevink says that Scott's reaching the Pole was a glorious deed, but more glorious still was the long march back. bbox=[314, 1165, 463, 1203]
wide-rule bbox=[314, 666, 463, 668]
paragraph: The Evening News has opened a fund for the benefit of the relatives of the Antarctic heroes. Subscription lists on the show grounds met with a very ready response, Mr Jas. Armstrong heading it with £20. The News suggests that the funds collected from various parts be amalgamated and regarded as a national memorial to the sacredness of home ties. bbox=[628, 613, 778, 707]
subheading: A NATIONAL MEMORIAL. bbox=[648, 588, 758, 598]
paragraph: While awaiting the arrival of the Terra Nova, the ascent of Mt. Erebus was made by Priestley, Debenham, Gran, Abbott, Dickson and Hooper, for geological and surveying purposes, the party being away a fortnight. bbox=[314, 777, 463, 834]
wide-rule bbox=[942, 1049, 1110, 1051]
paragraph: The history of the conquest of the South Pole is summarised in the following table:— bbox=[785, 1292, 935, 1320]
subheading: TERRIBLE EXPERIENCES. bbox=[176, 973, 289, 983]
subheading: ON THE TERRA NOVA, bbox=[184, 144, 281, 153]
short-rule bbox=[203, 967, 263, 968]
subheading: THE NATIONAL PARK AS A PICNIC GROUND. bbox=[19, 640, 136, 660]
paragraph: When the boats were lowered the shore party communicated to the ship's crew what had transpired during the past year. The rest of the day was given up to reading, correspondence, etc. bbox=[158, 395, 307, 442]
dateline: (Received 11.20 a.m.) bbox=[505, 1424, 587, 1434]
wide-rule bbox=[158, 82, 307, 84]
paragraph: The party were in absolute darkness in their igloo, but they succeeded in making some lamps with the aid of seal blubber, and so obtained light to brighten their surroundings. Then a small blubber stove was arranged, and this added to the comfort of the men. At the commencement of their six months' confinement in the igloo the members of the party were supplied with one biscuit a day each, but the small supply of biscuits soon ran out, and for the greater portion of the time their daily meals consisted of the unchanging meal obtained from the seals. The company also ran out of their supply of tobacco, and this served to add to their discomfort. bbox=[314, 45, 463, 215]
subheading: AMERICAN WILD WEST SHOW. bbox=[959, 646, 1093, 656]
short-rule bbox=[992, 1114, 1059, 1115]
paragraph: "There are hundreds of people in this district who, if asked where the National Park is, would say it was alongside Rugas Street, or just across the Domain Suspension Bridge." This was the essence of a paragraph in a report of the "Stratford Evening Post" this morning by Mr C. D. Sole, who imparted the interesting information that the Gilfellows may, in the near future, have another picnic to the National Park, and be conveyed there by train from Waipuku. bbox=[6, 663, 149, 786]
paragraph: The Duke of Connaught has sent a message of condolence. bbox=[628, 62, 778, 81]
column-7 bbox=[936, 30, 1110, 1655]
subheading: A PASSIVE RESISTER. bbox=[978, 130, 1074, 140]
dateline: (Received 9.20 a.m.) bbox=[507, 364, 585, 374]
paragraph: Then Lieutenant Campbell paused for a while, and Commander Evans observed that one could have no conception of the hardships which Lieutenant Campbell and his companions had gone through. It was extraordinary, he said, that they survived. bbox=[314, 584, 463, 660]
paragraph: 1901-04.—Captain Scott's Discovery Expedition. Important geological discoveries. bbox=[942, 30, 1110, 58]
paragraph: The Government Meteorologist (Rev. D. C. Bates) telegraphed this afternoon as follows:— bbox=[942, 944, 1110, 973]
wide-rule bbox=[314, 1119, 463, 1121]
paragraph: 1820.—Bellingshausen (Russian) reached 69 deg. 52 min. south. bbox=[785, 1347, 935, 1366]
dateline: London, February 12. bbox=[505, 56, 587, 66]
subheading: OUTFITTERS FOR MAN AND BOY. bbox=[953, 1119, 1099, 1129]
subheading: SYDNEY'S RELIEF FUND. bbox=[649, 486, 757, 496]
wide-rule bbox=[6, 598, 149, 600]
subheading: "NO SURRENDER OATES." bbox=[489, 32, 603, 41]
dateline: (United Press Association.) bbox=[652, 251, 754, 261]
